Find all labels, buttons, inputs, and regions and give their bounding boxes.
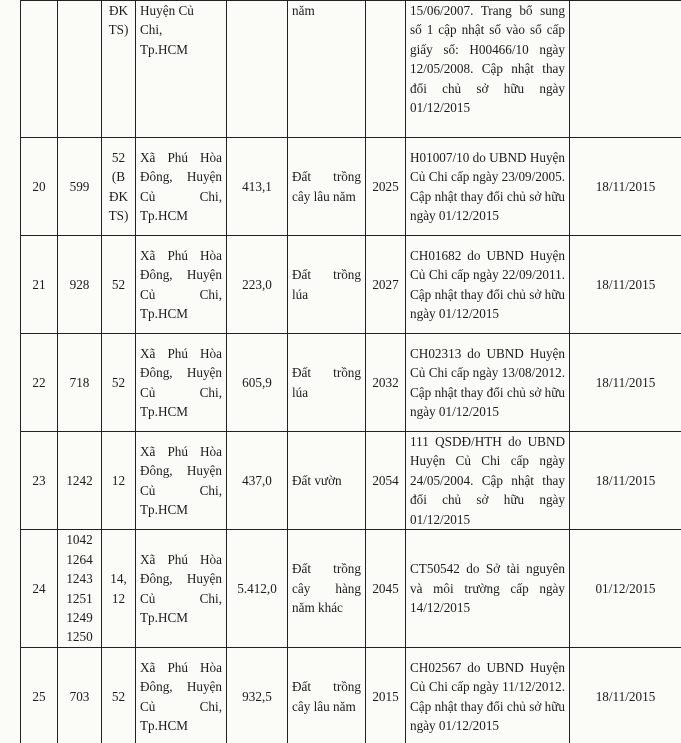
table-row [21,1,681,138]
cell-land-type: Đất vườn [288,432,366,530]
table-row [21,530,681,648]
cell-sheet: 52 [102,648,136,743]
cell-sheet: ĐK TS) [102,1,136,138]
cell-term: 2027 [366,236,406,334]
table-row [21,138,681,236]
cell-term: 2054 [366,432,406,530]
cell-certificate: CH02567 do UBND Huyện Củ Chi cấp ngày 11/12/2012. Cập nhật thay đổi chủ sở hữu ngày 01/12/2015 [406,648,570,743]
cell-sheet: 52 (B ĐK TS) [102,138,136,236]
cell-parcel: 599 [58,138,102,236]
cell-certificate: CH01682 do UBND Huyện Củ Chi cấp ngày 22/09/2011. Cập nhật thay đổi chủ sở hữu ngày 01/12/2015 [406,236,570,334]
cell-term [366,1,406,138]
cell-address: Xã Phú Hòa Đông, Huyện Củ Chi, Tp.HCM [136,648,227,743]
cell-sheet: 14, 12 [102,530,136,648]
cell-stt: 24 [21,530,58,648]
cell-stt: 25 [21,648,58,743]
cell-certificate: H01007/10 do UBND Huyện Củ Chi cấp ngày 23/09/2005. Cập nhật thay đổi chủ sở hữu ngày 01/12/2015 [406,138,570,236]
cell-date: 18/11/2015 [570,648,681,743]
cell-date: 18/11/2015 [570,138,681,236]
cell-stt: 23 [21,432,58,530]
cell-parcel: 928 [58,236,102,334]
cell-area: 413,1 [227,138,288,236]
cell-date: 01/12/2015 [570,530,681,648]
cell-address: Xã Phú Hòa Đông, Huyện Củ Chi, Tp.HCM [136,334,227,432]
cell-certificate: CT50542 do Sở tài nguyên và môi trường cấp ngày 14/12/2015 [406,530,570,648]
page [20,0,681,743]
table-row [21,432,681,530]
table-row [21,334,681,432]
cell-parcel [58,1,102,138]
table-row [21,236,681,334]
cell-stt [21,1,58,138]
cell-stt: 21 [21,236,58,334]
cell-address: Xã Phú Hòa Đông, Huyện Củ Chi, Tp.HCM [136,236,227,334]
cell-sheet: 12 [102,432,136,530]
cell-sheet: 52 [102,334,136,432]
cell-land-type: Đất trồng lúa [288,236,366,334]
cell-area: 223,0 [227,236,288,334]
cell-area [227,1,288,138]
cell-land-type: Đất trồng cây hàng năm khác [288,530,366,648]
cell-certificate: 15/06/2007. Trang bổ sung số 1 cập nhật số vào sổ cấp giấy số: H00466/10 ngày 12/05/2008. Cập nhật thay đổi chủ sở hữu ngày 01/12/2015 [406,1,570,138]
cell-address: Xã Phú Hòa Đông, Huyện Củ Chi, Tp.HCM [136,138,227,236]
cell-date: 18/11/2015 [570,432,681,530]
cell-date [570,1,681,138]
cell-address: Huyện Củ Chi, Tp.HCM [136,1,227,138]
cell-area: 932,5 [227,648,288,743]
cell-certificate: CH02313 do UBND Huyện Củ Chi cấp ngày 13/08/2012. Cập nhật thay đổi chủ sở hữu ngày 01/12/2015 [406,334,570,432]
cell-certificate: 111 QSDĐ/HTH do UBND Huyện Củ Chi cấp ngày 24/05/2004. Cập nhật thay đổi chủ sở hữu ngày 01/12/2015 [406,432,570,530]
cell-stt: 20 [21,138,58,236]
cell-area: 605,9 [227,334,288,432]
table-row [21,648,681,743]
cell-address: Xã Phú Hòa Đông, Huyện Củ Chi, Tp.HCM [136,432,227,530]
cell-land-type: năm [288,1,366,138]
cell-land-type: Đất trồng cây lâu năm [288,648,366,743]
cell-area: 437,0 [227,432,288,530]
cell-parcel: 1042 1264 1243 1251 1249 1250 [58,530,102,648]
cell-term: 2025 [366,138,406,236]
cell-land-type: Đất trồng lúa [288,334,366,432]
cell-term: 2032 [366,334,406,432]
cell-parcel: 703 [58,648,102,743]
cell-term: 2015 [366,648,406,743]
cell-date: 18/11/2015 [570,236,681,334]
cell-parcel: 718 [58,334,102,432]
cell-term: 2045 [366,530,406,648]
cell-stt: 22 [21,334,58,432]
cell-land-type: Đất trồng cây lâu năm [288,138,366,236]
cell-sheet: 52 [102,236,136,334]
cell-parcel: 1242 [58,432,102,530]
land-table [20,0,681,743]
cell-area: 5.412,0 [227,530,288,648]
cell-address: Xã Phú Hòa Đông, Huyện Củ Chi, Tp.HCM [136,530,227,648]
cell-date: 18/11/2015 [570,334,681,432]
